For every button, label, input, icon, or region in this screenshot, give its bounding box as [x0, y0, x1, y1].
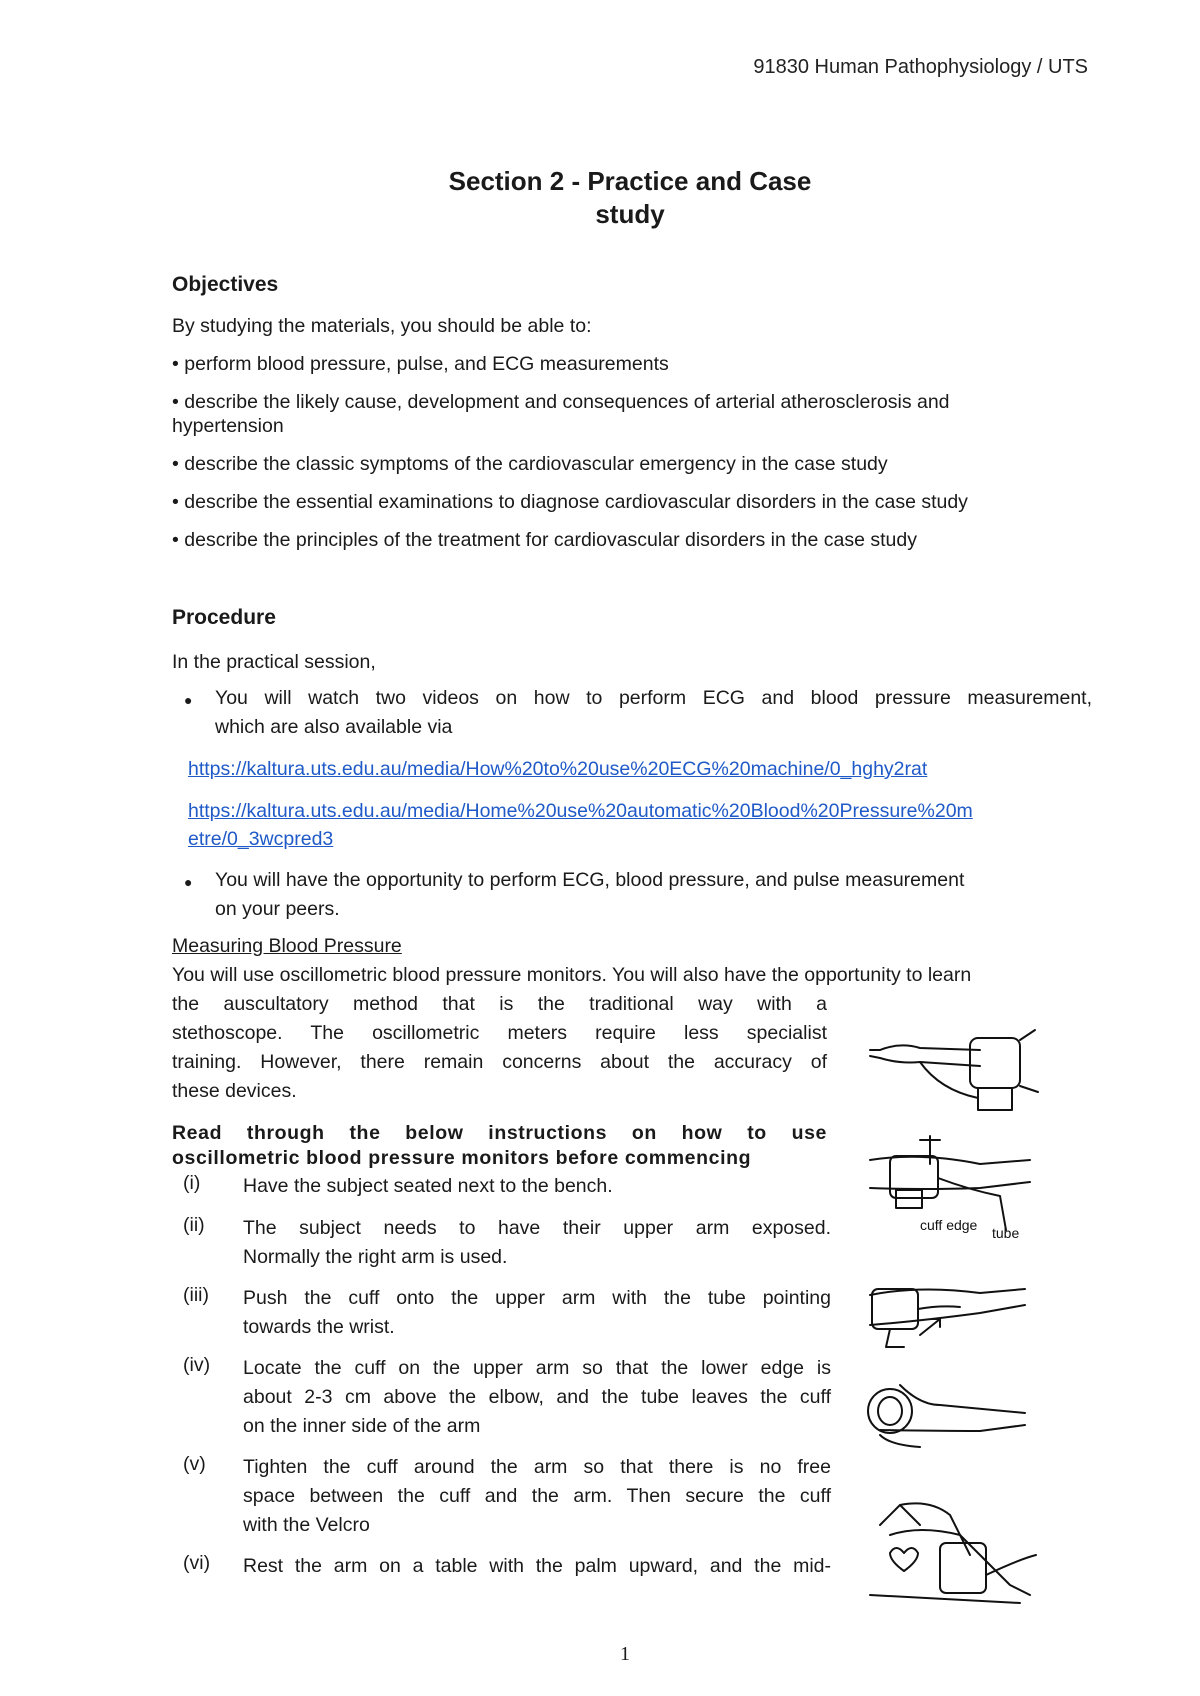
objective-text: describe the principles of the treatment for cardiovascular disorders in the case study [184, 529, 917, 551]
step-number: (v) [183, 1453, 206, 1475]
bullet: ● [184, 692, 193, 708]
section-title-line-2: study [595, 199, 665, 229]
objective-text: perform blood pressure, pulse, and ECG measurements [184, 353, 669, 375]
step-number: (iii) [183, 1284, 209, 1306]
step-number: (iv) [183, 1354, 211, 1376]
bullet: • [172, 529, 179, 551]
objective-item-continued: hypertension [172, 415, 284, 437]
step-text-continued: on the inner side of the arm [243, 1415, 481, 1437]
procedure-item-2-line-2: on your peers. [215, 898, 340, 920]
step-number: (vi) [183, 1552, 211, 1574]
arm-cuff-illustration-2 [860, 1130, 1040, 1240]
tube-label: tube [992, 1225, 1020, 1240]
objectives-heading: Objectives [172, 273, 279, 296]
objective-item [172, 390, 1092, 414]
objective-text: describe the essential examinations to diagnose cardiovascular disorders in the case study [184, 491, 968, 513]
arm-cuff-illustration-1 [860, 1020, 1040, 1120]
objective-text: describe the likely cause, development and consequences of arterial atherosclerosis and [184, 391, 950, 413]
bullet: • [172, 453, 179, 475]
objective-item [172, 452, 1092, 476]
step-text-continued: with the Velcro [243, 1514, 370, 1536]
blood-pressure-video-link[interactable]: https://kaltura.uts.edu.au/media/Home%20use%20automatic%20Blood%20Pressure%20m [188, 800, 973, 822]
objective-text: describe the classic symptoms of the cardiovascular emergency in the case study [184, 453, 888, 475]
objective-item [172, 528, 1092, 552]
instructions-note-line-1: Read through the below instructions on how to use [172, 1122, 827, 1144]
step-number: (ii) [183, 1214, 205, 1236]
page-number: 1 [620, 1643, 630, 1665]
step-text: Push the cuff onto the upper arm with the tube pointing [243, 1287, 831, 1309]
procedure-heading: Procedure [172, 606, 276, 629]
objective-item [172, 490, 1092, 514]
blood-pressure-video-link-continued[interactable]: etre/0_3wcpred3 [188, 828, 334, 850]
arm-cuff-illustration-5 [860, 1495, 1040, 1615]
procedure-intro: In the practical session, [172, 651, 376, 673]
bullet: • [172, 353, 179, 375]
bp-paragraph-line: stethoscope. The oscillometric meters require less specialist [172, 1022, 827, 1044]
objectives-intro: By studying the materials, you should be able to: [172, 315, 592, 337]
bullet: ● [184, 874, 193, 890]
step-text: Have the subject seated next to the bench. [243, 1175, 613, 1197]
procedure-item-1-line-2: which are also available via [215, 716, 453, 738]
bp-paragraph-line: training. However, there remain concerns about the accuracy of [172, 1051, 827, 1073]
step-text-continued: space between the cuff and the arm. Then secure the cuff [243, 1485, 831, 1507]
bp-paragraph-line: the auscultatory method that is the traditional way with a [172, 993, 827, 1015]
bp-paragraph-line: these devices. [172, 1080, 297, 1102]
step-text: Locate the cuff on the upper arm so that the lower edge is [243, 1357, 831, 1379]
step-text-continued: about 2-3 cm above the elbow, and the tube leaves the cuff [243, 1386, 831, 1408]
procedure-item-1-line-1: You will watch two videos on how to perform ECG and blood pressure measurement, [215, 687, 1092, 709]
bullet: • [172, 491, 179, 513]
bp-paragraph-line: You will use oscillometric blood pressure monitors. You will also have the opportunity to learn [172, 964, 972, 986]
arm-cuff-illustration-4 [860, 1375, 1040, 1455]
bullet: • [172, 391, 179, 413]
cuff-edge-label: cuff edge [920, 1217, 978, 1233]
instructions-note-line-2: oscillometric blood pressure monitors before commencing [172, 1147, 752, 1169]
objective-item [172, 352, 1092, 376]
step-text-continued: towards the wrist. [243, 1316, 395, 1338]
arm-cuff-illustration-3 [860, 1275, 1040, 1355]
blood-pressure-subheading: Measuring Blood Pressure [172, 935, 402, 957]
step-number: (i) [183, 1172, 201, 1194]
section-title [0, 165, 1200, 231]
step-text-continued: Normally the right arm is used. [243, 1246, 508, 1268]
course-header: 91830 Human Pathophysiology / UTS [753, 56, 1088, 78]
procedure-item-2-line-1: You will have the opportunity to perform ECG, blood pressure, and pulse measurement [215, 869, 965, 891]
step-text: Tighten the cuff around the arm so that there is no free [243, 1456, 831, 1478]
step-text: The subject needs to have their upper arm exposed. [243, 1217, 831, 1239]
step-text: Rest the arm on a table with the palm upward, and the mid- [243, 1555, 831, 1577]
ecg-video-link[interactable]: https://kaltura.uts.edu.au/media/How%20to%20use%20ECG%20machine/0_hghy2rat [188, 758, 928, 780]
section-title-line-1: Section 2 - Practice and Case [448, 166, 812, 196]
